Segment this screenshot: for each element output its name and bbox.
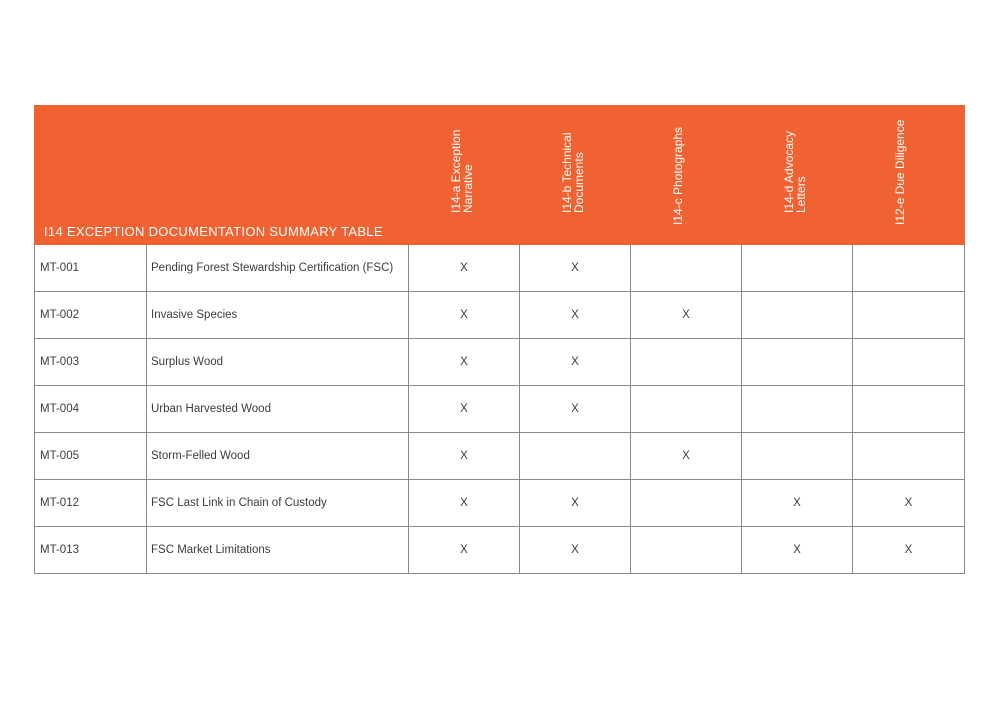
check-mark-cell: X [409,292,520,338]
check-mark-cell [742,433,853,479]
check-mark-cell [742,339,853,385]
row-code: MT-012 [35,480,147,526]
check-mark-cell [631,245,742,291]
check-mark-cell: X [631,292,742,338]
check-mark-cell [631,386,742,432]
table-row [35,386,965,433]
column-header-due-diligence: I12-e Due Diligence [892,119,907,225]
check-mark-cell [853,292,965,338]
table-row [35,292,965,339]
check-mark-cell: X [853,480,965,526]
check-mark-cell [742,245,853,291]
row-name: FSC Market Limitations [147,527,409,573]
check-mark-cell [631,339,742,385]
check-mark-cell: X [409,245,520,291]
row-code: MT-005 [35,433,147,479]
check-mark-cell: X [742,480,853,526]
check-mark-cell: X [409,480,520,526]
check-mark-cell [853,339,965,385]
column-header-photographs: I14-c Photographs [670,126,685,225]
table-row [35,245,965,292]
table-body [34,245,965,574]
row-name: FSC Last Link in Chain of Custody [147,480,409,526]
column-header-exception-narrative: I14-a Exception Narrative [448,129,475,213]
table-row [35,339,965,386]
row-code: MT-002 [35,292,147,338]
check-mark-cell: X [631,433,742,479]
check-mark-cell [631,527,742,573]
row-code: MT-003 [35,339,147,385]
column-header-technical-documents: I14-b Technical Documents [559,132,586,213]
table-title: I14 EXCEPTION DOCUMENTATION SUMMARY TABLE [44,224,383,239]
check-mark-cell: X [409,527,520,573]
check-mark-cell: X [409,386,520,432]
check-mark-cell: X [520,245,631,291]
check-mark-cell: X [520,527,631,573]
row-name: Storm-Felled Wood [147,433,409,479]
check-mark-cell: X [520,480,631,526]
table-row [35,480,965,527]
row-name: Invasive Species [147,292,409,338]
check-mark-cell [520,433,631,479]
table-row [35,527,965,574]
row-code: MT-001 [35,245,147,291]
check-mark-cell: X [520,292,631,338]
table-row [35,433,965,480]
check-mark-cell: X [409,433,520,479]
row-name: Surplus Wood [147,339,409,385]
check-mark-cell: X [520,386,631,432]
exception-summary-table [34,105,965,574]
check-mark-cell: X [520,339,631,385]
table-header [34,105,965,245]
check-mark-cell [853,386,965,432]
column-header-advocacy-letters: I14-d Advocacy Letters [781,130,808,213]
row-code: MT-013 [35,527,147,573]
check-mark-cell [853,245,965,291]
check-mark-cell [742,386,853,432]
row-code: MT-004 [35,386,147,432]
check-mark-cell [742,292,853,338]
check-mark-cell: X [409,339,520,385]
check-mark-cell [631,480,742,526]
check-mark-cell [853,433,965,479]
check-mark-cell: X [742,527,853,573]
check-mark-cell: X [853,527,965,573]
row-name: Pending Forest Stewardship Certification (FSC) [147,245,409,291]
row-name: Urban Harvested Wood [147,386,409,432]
